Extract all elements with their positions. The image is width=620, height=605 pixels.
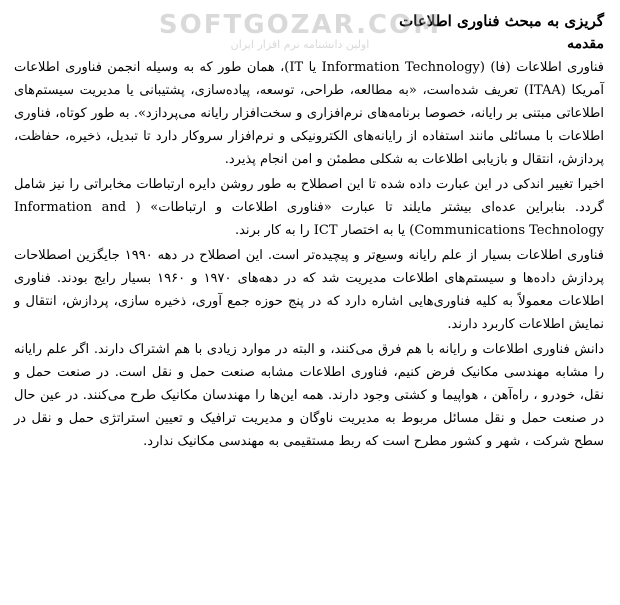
paragraph-1: فناوری اطلاعات (فا) (Information Technology یا IT)، همان طور که به وسیله انجمن فناوری اطلاعات آمریکا (ITAA) تعریف شده‌است، «به مطالعه، طراحی، توسعه، پیاده‌سازی، پشتیبانی یا مدیریت سیستم‌های اطلاعاتی مبتنی بر رایانه، خصوصا برنامه‌های نرم‌افزاری و سخت‌افزار رایانه می‌پردازد». به طور کوتاه، فناوری اطلاعات با مسائلی مانند استفاده از رایانه‌های الکترونیکی و نرم‌افزار سروکار دارد تا تبدیل، ذخیره، حفاظت، پردازش، انتقال و بازیابی اطلاعات به شکلی مطمئن و امن انجام پذیرد.: [14, 60, 604, 167]
document-page: [14, 8, 604, 455]
document-title: گریزی به مبحث فناوری اطلاعات: [399, 12, 604, 30]
paragraph-4: دانش فناوری اطلاعات و رایانه با هم فرق می‌کنند، و البته در موارد زیادی با هم اشتراک دارند. اگر علم رایانه را مشابه مهندسی مکانیک فرض کنیم، فناوری اطلاعات مشابه صنعت حمل و نقل است. در صنعت حمل و نقل، خودرو ، راه‌آهن ، هواپیما و کشتی وجود دارند. همه این‌ها را مهندسان مکانیک طرح می‌کنند. در عین حال در صنعت حمل و نقل مسائل مربوط به مدیریت ناوگان و مدیریت ترافیک و تعیین استراتژی حمل و نقل در سطح شرکت ، شهر و کشور مطرح است که ربط مستقیمی به مهندسی مکانیک ندارد.: [14, 342, 604, 449]
section-heading: مقدمه: [567, 36, 604, 52]
paragraph-3: فناوری اطلاعات بسیار از علم رایانه وسیع‌تر و پیچیده‌تر است. این اصطلاح در دهه ۱۹۹۰ جایگزین اصطلاحات پردازش داده‌ها و سیستم‌های اطلاعات مدیریت شد که در دهه‌های ۱۹۷۰ و ۱۹۶۰ بسیار رایج بودند. فناوری اطلاعات معمولاً به کلیه فناوری‌هایی اشاره دارد که در پنج حوزه جمع آوری، ذخیره سازی، پردازش، انتقال و نمایش اطلاعات کاربرد دارند.: [14, 248, 605, 332]
paragraph-2: اخیرا تغییر اندکی در این عبارت داده شده تا این اصطلاح به طور روشن دایره ارتباطات مخابراتی را نیز شامل گردد. بنابراین عده‌ای بیشتر مایلند تا عبارت «فناوری اطلاعات و ارتباطات» ( Information and Communications Technology) یا به اختصار ICT را به کار برند.: [14, 177, 605, 238]
watermark-brand: SOFTGOZAR.COM: [158, 10, 442, 40]
watermark-tagline: اولین دانشنامه نرم افزار ایران: [230, 38, 370, 51]
